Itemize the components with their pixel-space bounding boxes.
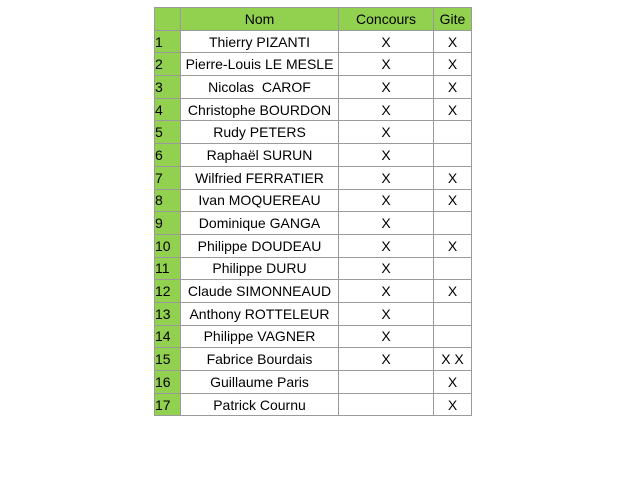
row-name: Philippe DURU	[181, 257, 339, 280]
row-number: 5	[155, 121, 181, 144]
header-row	[155, 8, 472, 31]
row-gite: X	[434, 30, 472, 53]
row-number: 14	[155, 325, 181, 348]
row-number: 3	[155, 76, 181, 99]
table-row	[155, 166, 472, 189]
row-number: 11	[155, 257, 181, 280]
row-name: Philippe VAGNER	[181, 325, 339, 348]
row-gite	[434, 325, 472, 348]
table-row	[155, 393, 472, 416]
row-concours: X	[339, 30, 434, 53]
row-name: Pierre-Louis LE MESLE	[181, 53, 339, 76]
row-name: Philippe DOUDEAU	[181, 234, 339, 257]
header-name: Nom	[181, 8, 339, 31]
row-number: 2	[155, 53, 181, 76]
row-gite: X X	[434, 348, 472, 371]
row-name: Ivan MOQUEREAU	[181, 189, 339, 212]
row-number: 4	[155, 98, 181, 121]
row-number: 7	[155, 166, 181, 189]
header-concours: Concours	[339, 8, 434, 31]
row-number: 17	[155, 393, 181, 416]
row-concours: X	[339, 76, 434, 99]
row-concours: X	[339, 234, 434, 257]
row-concours	[339, 371, 434, 394]
row-concours: X	[339, 212, 434, 235]
row-gite: X	[434, 234, 472, 257]
row-number: 13	[155, 302, 181, 325]
row-name: Patrick Cournu	[181, 393, 339, 416]
row-number: 15	[155, 348, 181, 371]
row-name: Rudy PETERS	[181, 121, 339, 144]
row-name: Thierry PIZANTI	[181, 30, 339, 53]
header-gite: Gite	[434, 8, 472, 31]
row-gite	[434, 257, 472, 280]
row-number: 12	[155, 280, 181, 303]
table-row	[155, 212, 472, 235]
row-name: Wilfried FERRATIER	[181, 166, 339, 189]
row-gite	[434, 212, 472, 235]
row-gite	[434, 302, 472, 325]
row-name: Nicolas CAROF	[181, 76, 339, 99]
row-concours: X	[339, 257, 434, 280]
table-row	[155, 371, 472, 394]
table-row	[155, 144, 472, 167]
row-concours: X	[339, 302, 434, 325]
row-name: Christophe BOURDON	[181, 98, 339, 121]
row-number: 1	[155, 30, 181, 53]
row-number: 16	[155, 371, 181, 394]
row-gite: X	[434, 280, 472, 303]
row-concours: X	[339, 189, 434, 212]
row-gite: X	[434, 98, 472, 121]
row-concours: X	[339, 98, 434, 121]
header-number	[155, 8, 181, 31]
table-row	[155, 30, 472, 53]
row-concours: X	[339, 53, 434, 76]
row-name: Anthony ROTTELEUR	[181, 302, 339, 325]
row-gite: X	[434, 189, 472, 212]
row-concours: X	[339, 121, 434, 144]
row-concours: X	[339, 166, 434, 189]
row-concours: X	[339, 348, 434, 371]
row-name: Claude SIMONNEAUD	[181, 280, 339, 303]
row-gite: X	[434, 53, 472, 76]
row-concours	[339, 393, 434, 416]
row-name: Dominique GANGA	[181, 212, 339, 235]
table-row	[155, 257, 472, 280]
row-number: 9	[155, 212, 181, 235]
table-row	[155, 325, 472, 348]
row-gite	[434, 121, 472, 144]
table-row	[155, 189, 472, 212]
row-number: 10	[155, 234, 181, 257]
participants-table	[154, 7, 472, 416]
table-row	[155, 234, 472, 257]
table-row	[155, 348, 472, 371]
table-row	[155, 76, 472, 99]
row-gite: X	[434, 393, 472, 416]
row-name: Raphaël SURUN	[181, 144, 339, 167]
row-name: Guillaume Paris	[181, 371, 339, 394]
table-row	[155, 53, 472, 76]
row-concours: X	[339, 280, 434, 303]
row-gite: X	[434, 166, 472, 189]
row-name: Fabrice Bourdais	[181, 348, 339, 371]
table-row	[155, 302, 472, 325]
table-row	[155, 121, 472, 144]
row-concours: X	[339, 325, 434, 348]
row-concours: X	[339, 144, 434, 167]
row-number: 8	[155, 189, 181, 212]
row-gite: X	[434, 76, 472, 99]
row-gite: X	[434, 371, 472, 394]
row-gite	[434, 144, 472, 167]
table-row	[155, 98, 472, 121]
row-number: 6	[155, 144, 181, 167]
table-row	[155, 280, 472, 303]
